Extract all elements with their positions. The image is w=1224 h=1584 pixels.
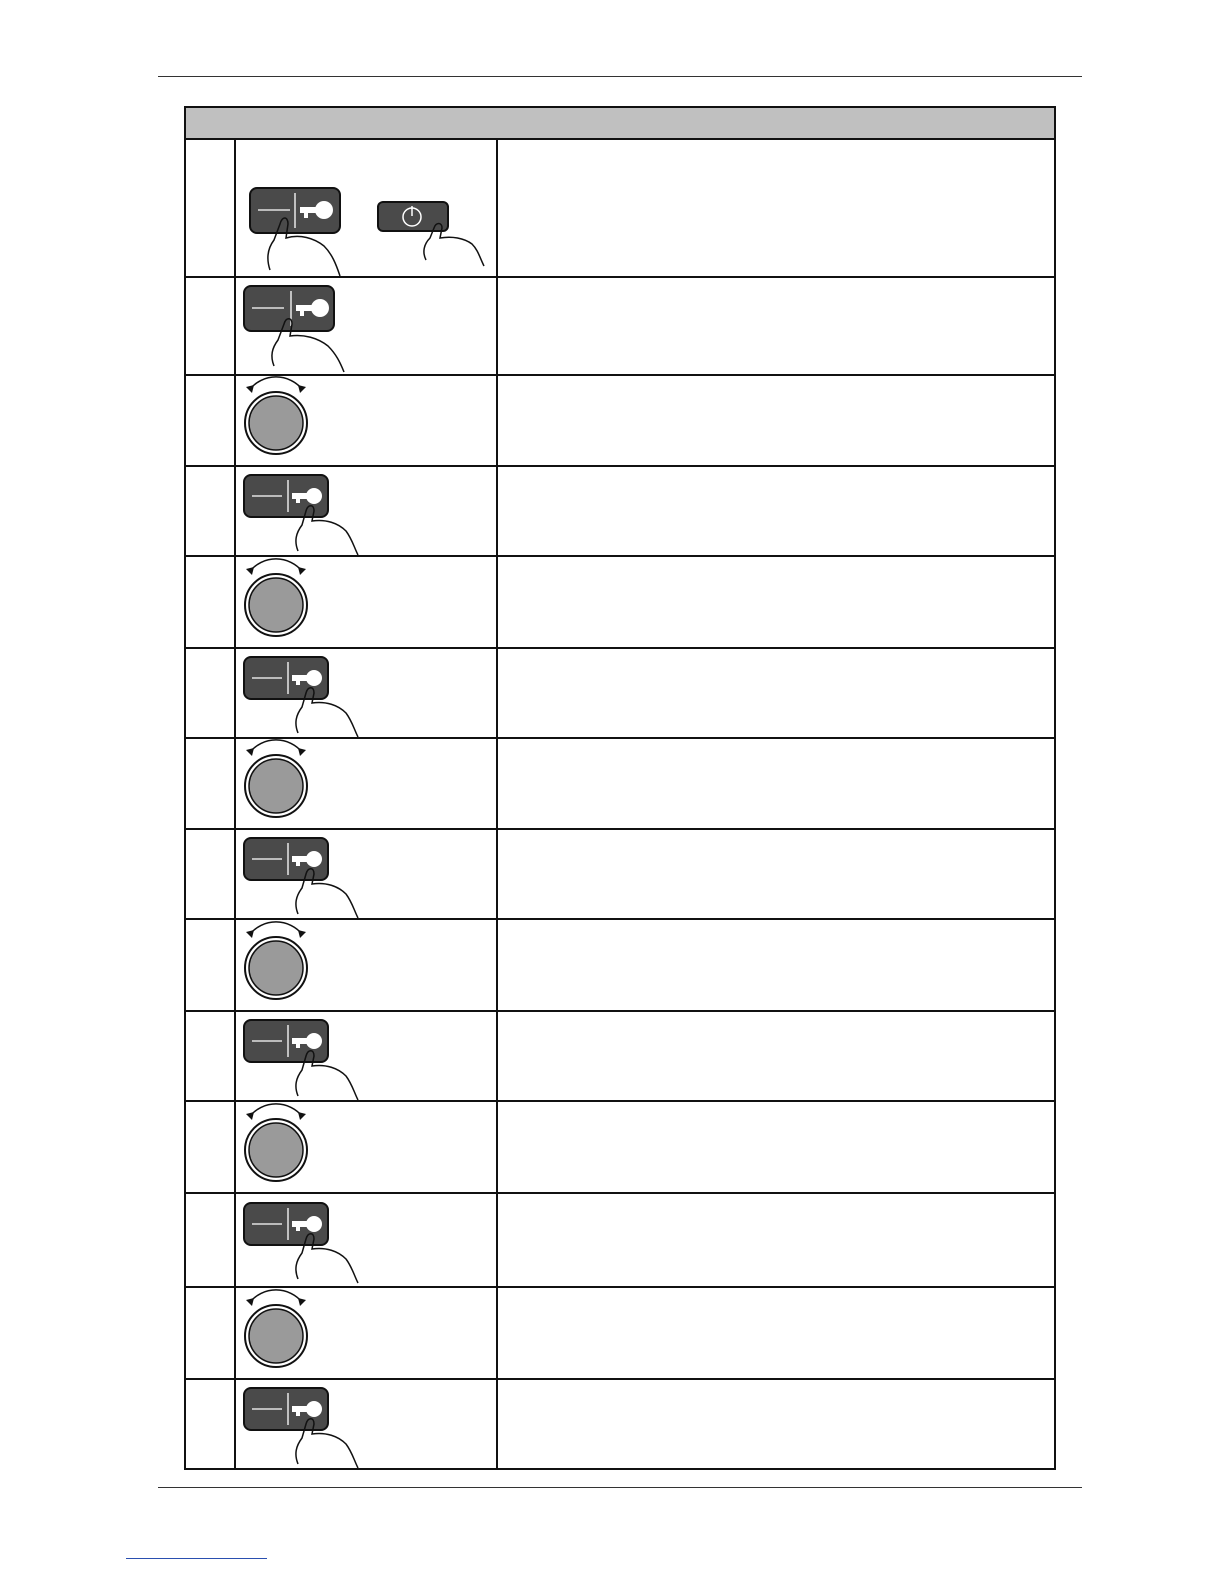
table-row: [185, 1101, 1055, 1193]
table-row: [185, 277, 1055, 375]
table-row: [185, 648, 1055, 738]
step-number: [185, 1379, 235, 1469]
key-button-icon: [244, 1020, 328, 1062]
power-button-icon: [378, 202, 448, 231]
step-number: [185, 829, 235, 919]
control-illustration: [235, 375, 497, 466]
key-button-icon: [250, 188, 340, 233]
table-header: [185, 107, 1055, 139]
control-illustration: [235, 919, 497, 1011]
table-row: [185, 1379, 1055, 1469]
step-description: [497, 1193, 1055, 1287]
step-description: [497, 1101, 1055, 1193]
rotary-knob-icon: [245, 740, 307, 817]
step-number: [185, 277, 235, 375]
key-button-icon: [244, 475, 328, 517]
footer-rule: [158, 1487, 1082, 1488]
key-button-icon: [244, 1203, 328, 1245]
step-number: [185, 1193, 235, 1287]
step-number: [185, 1011, 235, 1101]
step-number: [185, 919, 235, 1011]
control-illustration: [235, 1193, 497, 1287]
step-description: [497, 466, 1055, 556]
control-illustration: [235, 1101, 497, 1193]
step-number: [185, 738, 235, 829]
procedure-table: [184, 106, 1056, 1470]
step-description: [497, 1011, 1055, 1101]
rotary-knob-icon: [245, 1290, 307, 1367]
rotary-knob-icon: [245, 377, 307, 454]
table-row: [185, 1193, 1055, 1287]
step-description: [497, 556, 1055, 648]
key-button-icon: [244, 838, 328, 880]
control-illustration: [235, 1287, 497, 1379]
table-row: [185, 466, 1055, 556]
key-button-icon: [244, 657, 328, 699]
step-description: [497, 375, 1055, 466]
step-number: [185, 375, 235, 466]
table-row: [185, 738, 1055, 829]
step-description: [497, 139, 1055, 277]
step-number: [185, 1101, 235, 1193]
table-row: [185, 1011, 1055, 1101]
rotary-knob-icon: [245, 1104, 307, 1181]
pointing-hand-icon: [424, 224, 484, 267]
key-button-icon: [244, 286, 334, 331]
step-description: [497, 1287, 1055, 1379]
control-illustration: [235, 139, 497, 277]
control-illustration: [235, 738, 497, 829]
step-description: [497, 1379, 1055, 1469]
step-description: [497, 648, 1055, 738]
header-rule: [158, 76, 1082, 77]
table-row: [185, 375, 1055, 466]
control-illustration: [235, 277, 497, 375]
rotary-knob-icon: [245, 559, 307, 636]
table-row: [185, 829, 1055, 919]
step-number: [185, 1287, 235, 1379]
control-illustration: [235, 1011, 497, 1101]
step-description: [497, 738, 1055, 829]
footer-link-underline[interactable]: [126, 1558, 267, 1559]
control-illustration: [235, 1379, 497, 1469]
table-row: [185, 919, 1055, 1011]
control-illustration: [235, 466, 497, 556]
step-number: [185, 556, 235, 648]
table-row: [185, 1287, 1055, 1379]
key-button-icon: [244, 1388, 328, 1430]
step-description: [497, 277, 1055, 375]
control-illustration: [235, 556, 497, 648]
control-illustration: [235, 648, 497, 738]
control-illustration: [235, 829, 497, 919]
step-description: [497, 919, 1055, 1011]
table-row: [185, 556, 1055, 648]
rotary-knob-icon: [245, 922, 307, 999]
table-row: [185, 139, 1055, 277]
step-number: [185, 139, 235, 277]
step-number: [185, 648, 235, 738]
step-description: [497, 829, 1055, 919]
step-number: [185, 466, 235, 556]
